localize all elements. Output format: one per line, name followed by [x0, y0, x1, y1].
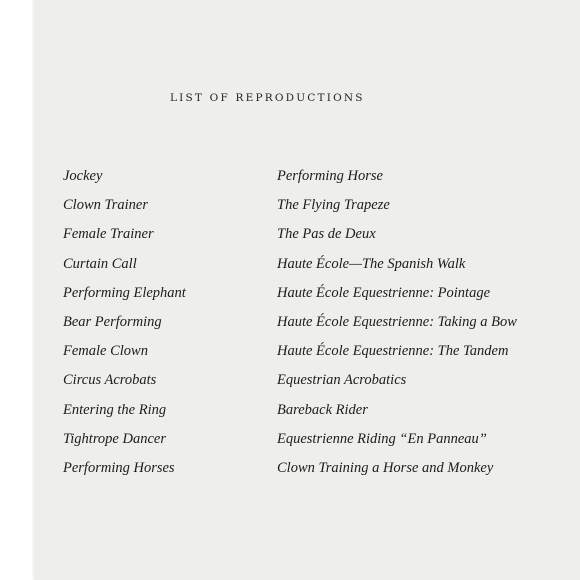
list-item: Circus Acrobats: [63, 372, 157, 389]
list-item: The Pas de Deux: [277, 226, 376, 243]
list-item: Performing Elephant: [63, 284, 186, 301]
list-item: Tightrope Dancer: [63, 430, 166, 447]
list-item: Performing Horses: [63, 459, 175, 476]
list-item: Haute École Equestrienne: Taking a Bow: [277, 313, 517, 330]
list-item: Curtain Call: [63, 255, 137, 272]
list-item: Female Trainer: [63, 226, 154, 243]
list-item: Female Clown: [63, 343, 148, 360]
list-item: Haute École—The Spanish Walk: [277, 255, 466, 272]
list-item: Bareback Rider: [277, 401, 368, 418]
book-page: [34, 0, 580, 580]
list-item: Clown Trainer: [63, 197, 149, 214]
list-item: Jockey: [63, 168, 103, 184]
reproductions-left-column: [63, 166, 186, 487]
list-item: Equestrienne Riding “En Panneau”: [277, 430, 487, 447]
list-item: The Flying Trapeze: [277, 197, 390, 214]
reproductions-right-column: [277, 166, 517, 487]
list-item: Bear Performing: [63, 313, 162, 330]
list-item: Haute École Equestrienne: The Tandem: [277, 343, 509, 360]
list-item: Equestrian Acrobatics: [277, 372, 407, 389]
list-item: Entering the Ring: [63, 401, 167, 418]
page-title: LIST OF REPRODUCTIONS: [170, 92, 365, 104]
list-item: Haute École Equestrienne: Pointage: [277, 284, 491, 301]
list-item: Clown Training a Horse and Monkey: [277, 459, 494, 476]
list-item: Performing Horse: [277, 168, 383, 184]
